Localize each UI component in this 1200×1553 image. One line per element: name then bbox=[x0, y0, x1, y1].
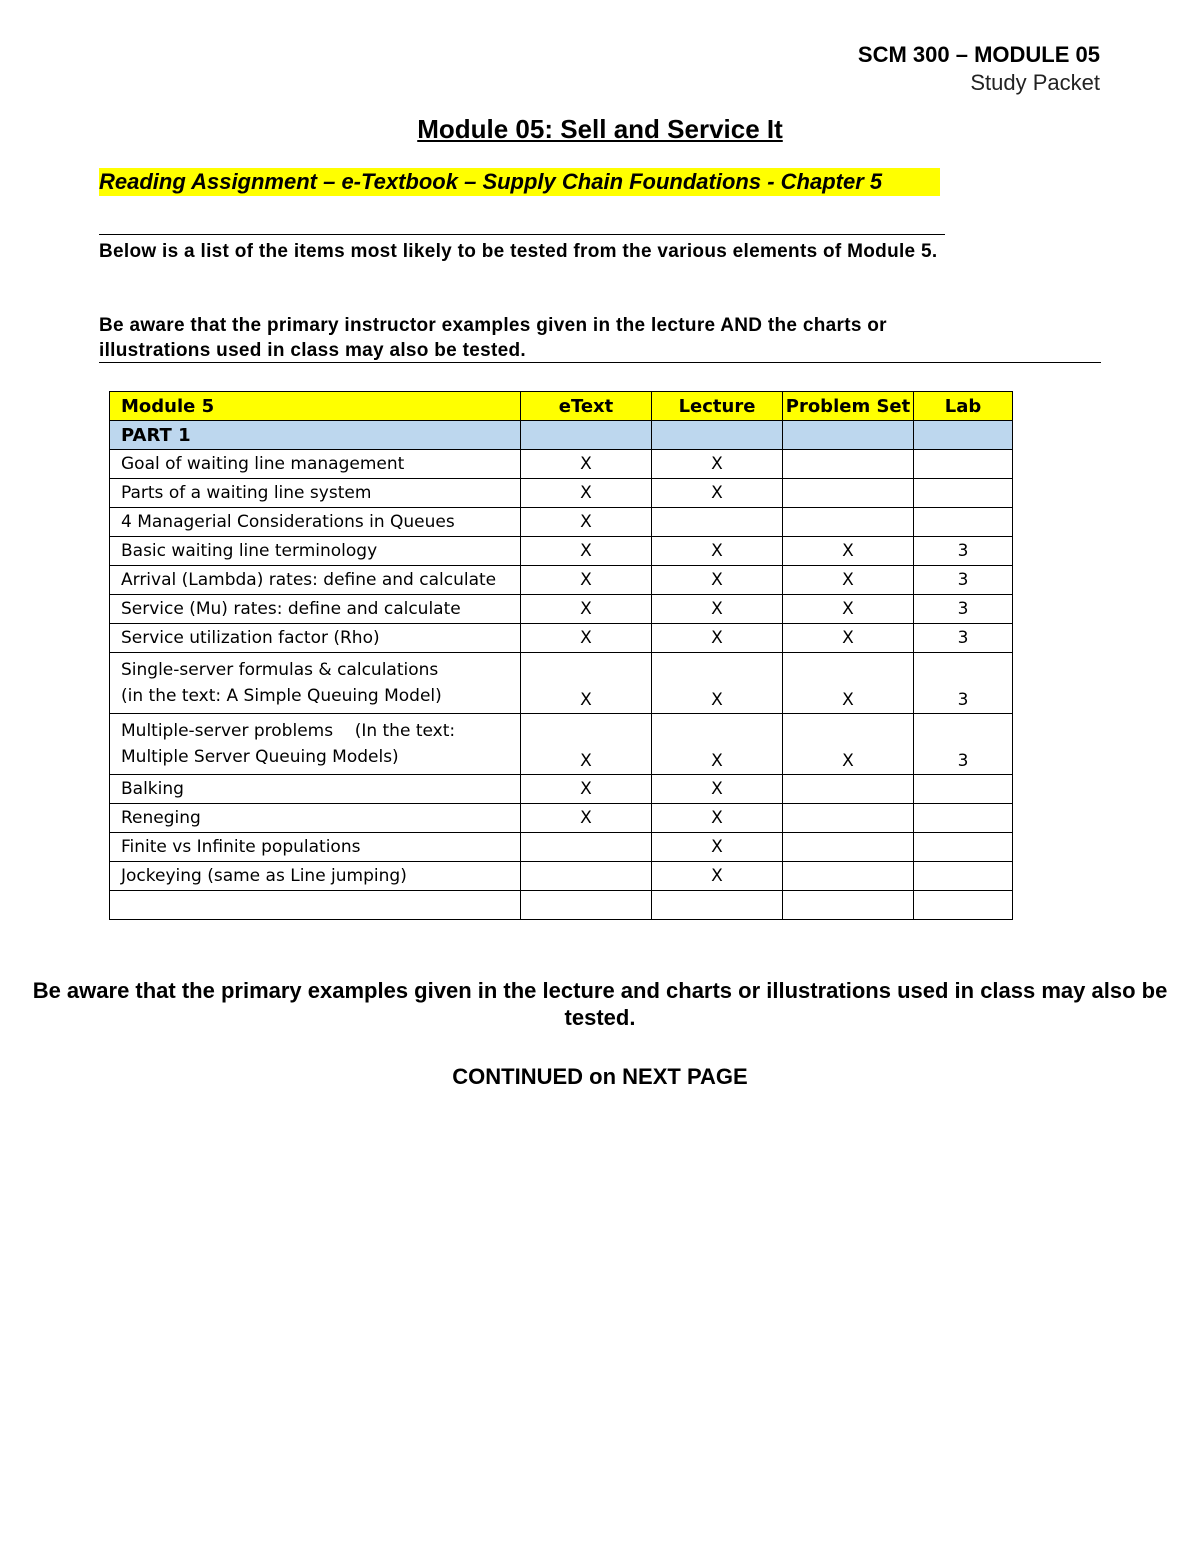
table-row bbox=[110, 537, 1013, 566]
etext-cell: X bbox=[521, 595, 652, 624]
lab-cell bbox=[914, 862, 1013, 891]
divider-line bbox=[99, 234, 945, 235]
table-row bbox=[110, 653, 1013, 714]
lab-cell bbox=[914, 479, 1013, 508]
problem-set-cell bbox=[783, 775, 914, 804]
etext-cell: X bbox=[521, 508, 652, 537]
topic-line: (in the text: A Simple Queuing Model) bbox=[121, 686, 442, 706]
topic-line: Single-server formulas & calculations bbox=[121, 660, 439, 680]
topics-table bbox=[109, 391, 1013, 920]
table-row bbox=[110, 624, 1013, 653]
table-header-row bbox=[110, 392, 1013, 421]
lab-cell: 3 bbox=[914, 714, 1013, 775]
lecture-cell bbox=[652, 891, 783, 920]
part-row bbox=[110, 421, 1013, 450]
lab-cell: 3 bbox=[914, 537, 1013, 566]
course-code: SCM 300 – MODULE 05 bbox=[857, 42, 1100, 67]
etext-cell: X bbox=[521, 624, 652, 653]
lab-cell bbox=[914, 775, 1013, 804]
etext-cell: X bbox=[521, 479, 652, 508]
etext-cell: X bbox=[521, 714, 652, 775]
topic-line: Multiple-server problems (In the text: bbox=[121, 721, 456, 741]
lab-cell: 3 bbox=[914, 595, 1013, 624]
topic-cell: Goal of waiting line management bbox=[110, 450, 521, 479]
closing-note: Be aware that the primary examples given in the lecture and charts or illustrations used in class may also be tested. bbox=[32, 978, 1168, 1030]
topic-cell: Reneging bbox=[110, 804, 521, 833]
table-row bbox=[110, 833, 1013, 862]
etext-cell bbox=[521, 862, 652, 891]
lecture-cell: X bbox=[652, 714, 783, 775]
problem-set-cell bbox=[783, 508, 914, 537]
lab-cell bbox=[914, 450, 1013, 479]
table-cell bbox=[914, 421, 1013, 450]
topic-cell bbox=[110, 653, 521, 714]
lecture-cell: X bbox=[652, 804, 783, 833]
etext-cell: X bbox=[521, 450, 652, 479]
lecture-cell: X bbox=[652, 653, 783, 714]
lab-cell: 3 bbox=[914, 624, 1013, 653]
topic-cell: Jockeying (same as Line jumping) bbox=[110, 862, 521, 891]
divider-line bbox=[99, 362, 1101, 363]
lecture-cell: X bbox=[652, 775, 783, 804]
lecture-cell: X bbox=[652, 566, 783, 595]
table-row bbox=[110, 595, 1013, 624]
topic-cell: Basic waiting line terminology bbox=[110, 537, 521, 566]
table-cell bbox=[783, 421, 914, 450]
etext-cell: X bbox=[521, 537, 652, 566]
problem-set-cell bbox=[783, 804, 914, 833]
etext-cell: X bbox=[521, 566, 652, 595]
lecture-cell: X bbox=[652, 479, 783, 508]
topic-cell bbox=[110, 714, 521, 775]
packet-subtitle: Study Packet bbox=[970, 70, 1100, 95]
reading-assignment: Reading Assignment – e-Textbook – Supply Chain Foundations - Chapter 5 bbox=[99, 168, 940, 196]
etext-cell bbox=[521, 833, 652, 862]
problem-set-cell bbox=[783, 833, 914, 862]
lab-cell: 3 bbox=[914, 653, 1013, 714]
table-row bbox=[110, 450, 1013, 479]
part-label: PART 1 bbox=[110, 421, 521, 450]
table-row bbox=[110, 566, 1013, 595]
table-cell bbox=[652, 421, 783, 450]
table-cell bbox=[521, 421, 652, 450]
lecture-cell: X bbox=[652, 450, 783, 479]
continued-note: CONTINUED on NEXT PAGE bbox=[452, 1064, 748, 1089]
instructor-note: Be aware that the primary instructor examples given in the lecture AND the charts or illustrations used in class may also be tested. bbox=[99, 315, 887, 361]
table-row bbox=[110, 804, 1013, 833]
problem-set-cell bbox=[783, 479, 914, 508]
problem-set-cell bbox=[783, 862, 914, 891]
lecture-cell: X bbox=[652, 624, 783, 653]
lecture-cell: X bbox=[652, 862, 783, 891]
table-row bbox=[110, 775, 1013, 804]
topic-cell: Service (Mu) rates: define and calculate bbox=[110, 595, 521, 624]
lecture-cell: X bbox=[652, 537, 783, 566]
intro-paragraph: Below is a list of the items most likely to be tested from the various elements of Module 5. bbox=[99, 241, 938, 262]
table-row bbox=[110, 508, 1013, 537]
column-header: Problem Set bbox=[783, 392, 914, 421]
topic-cell: 4 Managerial Considerations in Queues bbox=[110, 508, 521, 537]
topic-cell: Parts of a waiting line system bbox=[110, 479, 521, 508]
topic-cell: Finite vs Infinite populations bbox=[110, 833, 521, 862]
problem-set-cell: X bbox=[783, 566, 914, 595]
topic-line: Multiple Server Queuing Models) bbox=[121, 747, 399, 767]
column-header: Lab bbox=[914, 392, 1013, 421]
problem-set-cell bbox=[783, 891, 914, 920]
column-header: Lecture bbox=[652, 392, 783, 421]
lecture-cell: X bbox=[652, 595, 783, 624]
etext-cell bbox=[521, 891, 652, 920]
lab-cell bbox=[914, 891, 1013, 920]
topic-cell: Service utilization factor (Rho) bbox=[110, 624, 521, 653]
problem-set-cell bbox=[783, 450, 914, 479]
lab-cell: 3 bbox=[914, 566, 1013, 595]
column-header: eText bbox=[521, 392, 652, 421]
lab-cell bbox=[914, 508, 1013, 537]
topic-cell: Arrival (Lambda) rates: define and calculate bbox=[110, 566, 521, 595]
column-header: Module 5 bbox=[110, 392, 521, 421]
problem-set-cell: X bbox=[783, 537, 914, 566]
etext-cell: X bbox=[521, 775, 652, 804]
page-title: Module 05: Sell and Service It bbox=[417, 114, 783, 144]
etext-cell: X bbox=[521, 653, 652, 714]
etext-cell: X bbox=[521, 804, 652, 833]
lab-cell bbox=[914, 833, 1013, 862]
problem-set-cell: X bbox=[783, 624, 914, 653]
table-row bbox=[110, 862, 1013, 891]
problem-set-cell: X bbox=[783, 714, 914, 775]
table-row bbox=[110, 714, 1013, 775]
table-row bbox=[110, 479, 1013, 508]
lecture-cell: X bbox=[652, 833, 783, 862]
problem-set-cell: X bbox=[783, 595, 914, 624]
lab-cell bbox=[914, 804, 1013, 833]
lecture-cell bbox=[652, 508, 783, 537]
topic-cell: Balking bbox=[110, 775, 521, 804]
table-row bbox=[110, 891, 1013, 920]
problem-set-cell: X bbox=[783, 653, 914, 714]
topic-cell bbox=[110, 891, 521, 920]
